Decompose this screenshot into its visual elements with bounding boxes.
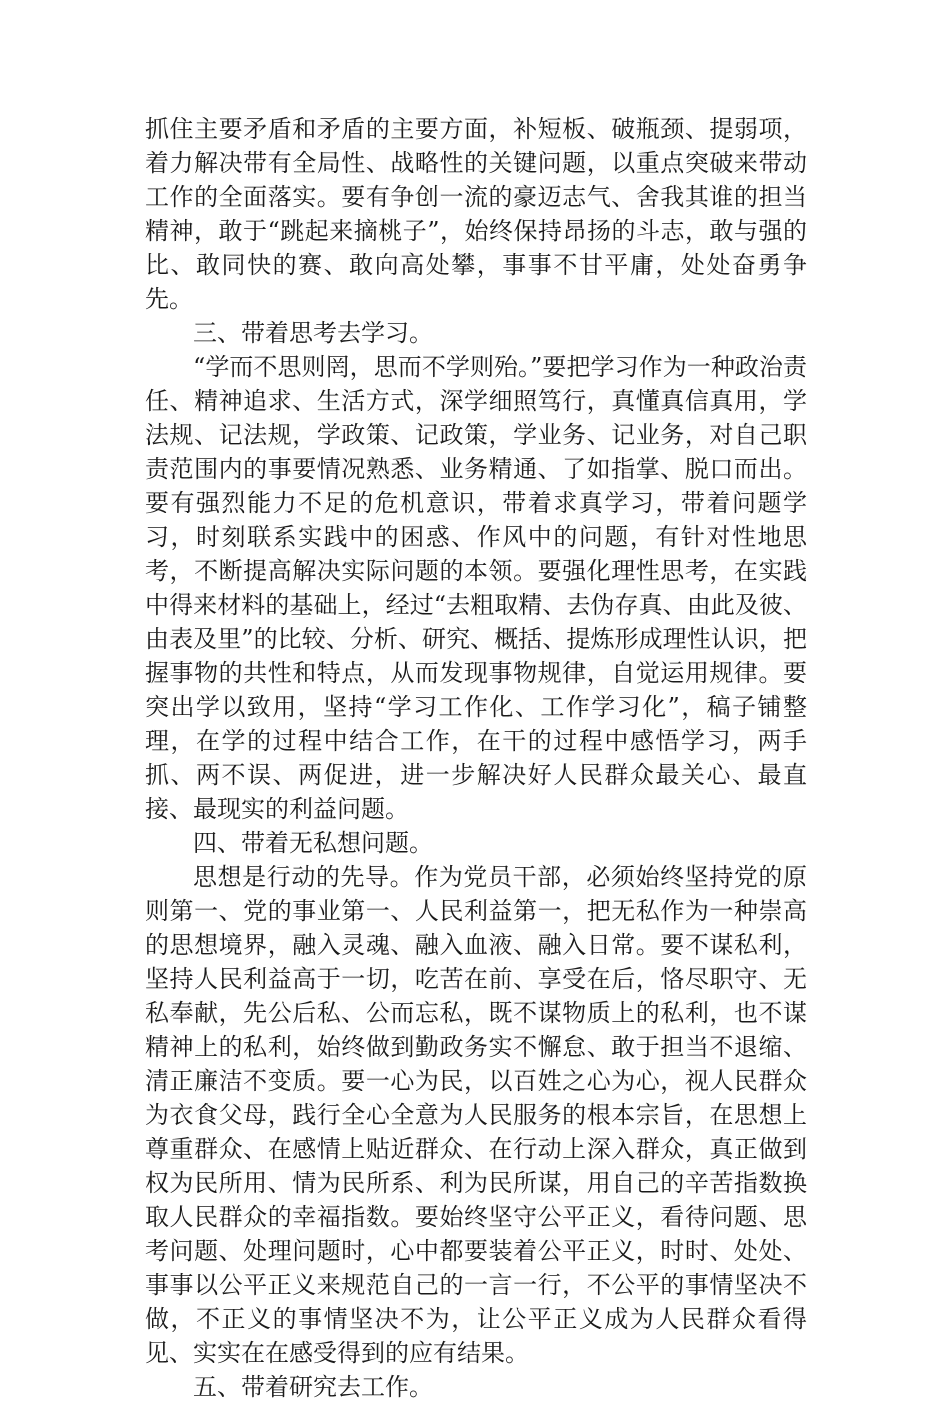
section-heading-5: 五、带着研究去工作。 bbox=[193, 1373, 433, 1401]
document-body bbox=[145, 112, 807, 1404]
section-heading-3: 三、带着思考去学习。 bbox=[193, 319, 433, 347]
paragraph-learning: “学而不思则罔，思而不学则殆。”要把学习作为一种政治责任、精神追求、生活方式，深学细照笃行，真懂真信真用，学法规、记法规，学政策、记政策，学业务、记业务，对自己职责范围内的事要情况熟悉、业务精通、了如指掌、脱口而出。要有强烈能力不足的危机意识，带着求真学习，带着问题学习，时刻联系实践中的困惑、作风中的问题，有针对性地思考，不断提高解决实际问题的本领。要强化理性思考，在实践中得来材料的基础上，经过“去粗取精、去伪存真、由此及彼、由表及里”的比较、分析、研究、概括、提炼形成理性认识，把握事物的共性和特点，从而发现事物规律，自觉运用规律。要突出学以致用，坚持“学习工作化、工作学习化”，稿子铺整理，在学的过程中结合工作，在干的过程中感悟学习，两手抓、两不误、两促进，进一步解决好人民群众最关心、最直接、最现实的利益问题。 bbox=[145, 353, 807, 823]
paragraph-continuation: 抓住主要矛盾和矛盾的主要方面，补短板、破瓶颈、提弱项，着力解决带有全局性、战略性的关键问题，以重点突破来带动工作的全面落实。要有争创一流的豪迈志气、舍我其谁的担当精神，敢于“跳起来摘桃子”，始终保持昂扬的斗志，敢与强的比、敢同快的赛、敢向高处攀，事事不甘平庸，处处奋勇争先。 bbox=[145, 115, 807, 313]
paragraph-selfless: 思想是行动的先导。作为党员干部，必须始终坚持党的原则第一、党的事业第一、人民利益第一，把无私作为一种崇高的思想境界，融入灵魂、融入血液、融入日常。要不谋私利，坚持人民利益高于一切，吃苦在前、享受在后，恪尽职守、无私奉献，先公后私、公而忘私，既不谋物质上的私利，也不谋精神上的私利，始终做到勤政务实不懈怠、敢于担当不退缩、清正廉洁不变质。要一心为民，以百姓之心为心，视人民群众为衣食父母，践行全心全意为人民服务的根本宗旨，在思想上尊重群众、在感情上贴近群众、在行动上深入群众，真正做到权为民所用、情为民所系、利为民所谋，用自己的辛苦指数换取人民群众的幸福指数。要始终坚守公平正义，看待问题、思考问题、处理问题时，心中都要装着公平正义，时时、处处、事事以公平正义来规范自己的一言一行，不公平的事情坚决不做，不正义的事情坚决不为，让公平正义成为人民群众看得见、实实在在感受得到的应有结果。 bbox=[145, 863, 807, 1367]
section-heading-4: 四、带着无私想问题。 bbox=[193, 829, 433, 857]
